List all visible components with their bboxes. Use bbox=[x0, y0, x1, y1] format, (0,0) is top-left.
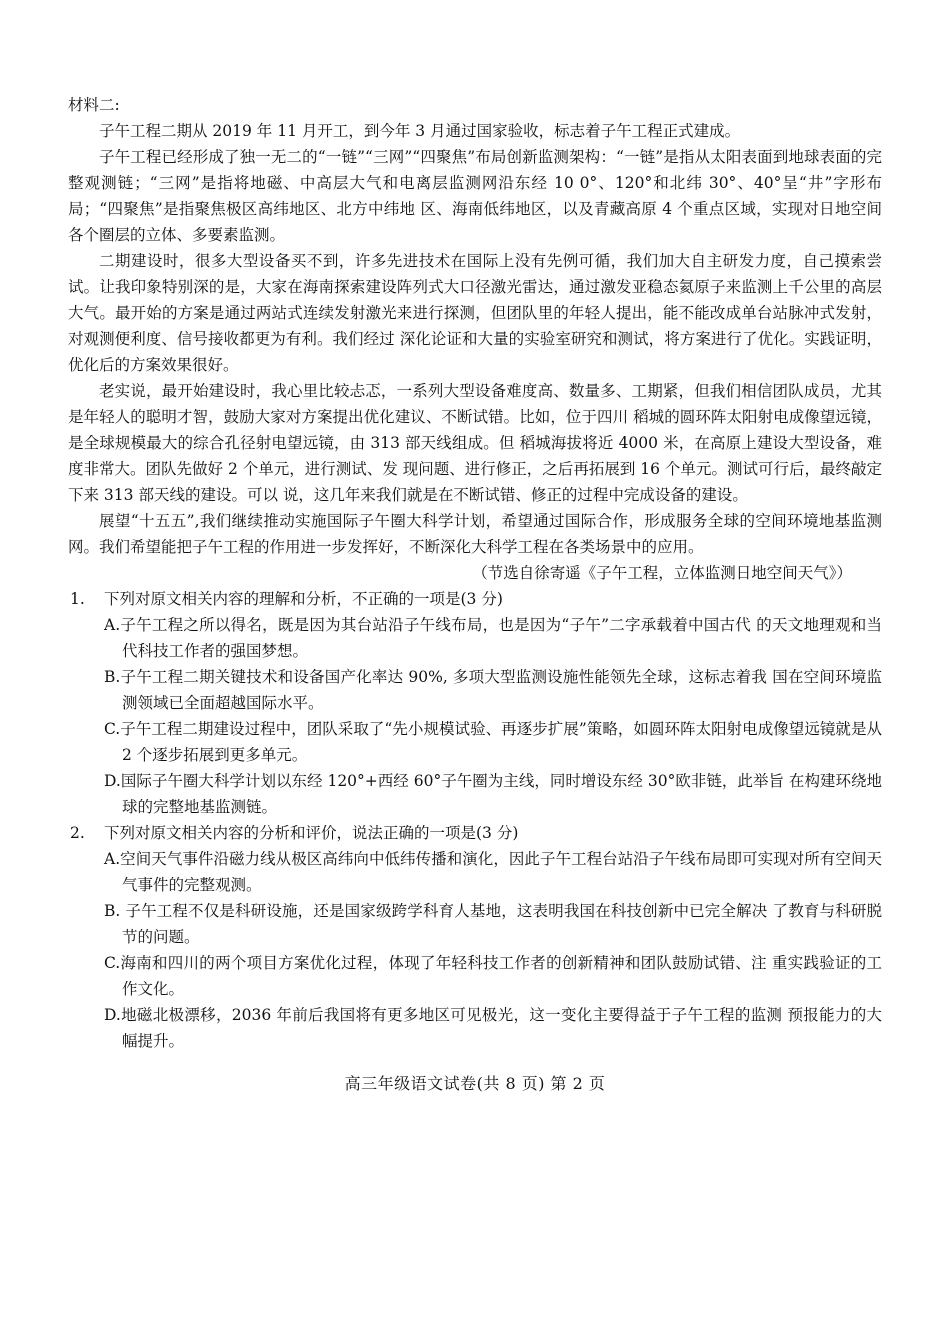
page-footer: 高三年级语文试卷(共 8 页) 第 2 页 bbox=[344, 1074, 606, 1093]
passage-paragraph-3: 二期建设时，很多大型设备买不到，许多先进技术在国际上没有先例可循，我们加大自主研发力度，自己摸索尝试。让我印象特别深的是，大家在海南探索建设阵列式大口径激光雷达，通过激发亚稳态氦原子来监测上千公里的高层大气。最开始的方案是通过两站式连续发射激光来进行探测，但团队里的年轻人提出，能不能改成单台站脉冲式发射，对观测便利度、信号接收都更为有利。我们经过 深化论证和大量的实验室研究和测试，将方案进行了优化。实践证明，优化后的方案效果很好。 bbox=[68, 252, 882, 374]
option-b: B. 子午工程不仅是科研设施，还是国家级跨学科育人基地，这表明我国在科技创新中已完全解决 了教育与科研脱节的问题。 bbox=[104, 902, 882, 946]
question-number: 1. bbox=[70, 590, 85, 608]
question-2 bbox=[68, 820, 882, 1054]
option-c: C.子午工程二期建设过程中，团队采取了“先小规模试验、再逐步扩展”策略，如圆环阵太阳射电成像望远镜就是从 2 个逐步拓展到更多单元。 bbox=[104, 720, 882, 764]
passage-paragraph-5: 展望“十五五”,我们继续推动实施国际子午圈大科学计划，希望通过国际合作，形成服务全球的空间环境地基监测网。我们希望能把子午工程的作用进一步发挥好，不断深化大科学工程在各类场景中的应用。 bbox=[68, 512, 882, 556]
option-c: C.海南和四川的两个项目方案优化过程，体现了年轻科技工作者的创新精神和团队鼓励试错、注 重实践验证的工作文化。 bbox=[104, 954, 882, 998]
option-a: A.空间天气事件沿磁力线从极区高纬向中低纬传播和演化，因此子午工程台站沿子午线布局即可实现对所有空间天气事件的完整观测。 bbox=[104, 850, 882, 894]
option-b: B.子午工程二期关键技术和设备国产化率达 90%, 多项大型监测设施性能领先全球，这标志着我 国在空间环境监测领域已全面超越国际水平。 bbox=[104, 668, 882, 712]
reading-passage bbox=[68, 92, 882, 1054]
option-d: D.地磁北极漂移，2036 年前后我国将有更多地区可见极光，这一变化主要得益于子午工程的监测 预报能力的大幅提升。 bbox=[104, 1006, 882, 1050]
passage-paragraph-4: 老实说，最开始建设时，我心里比较忐忑，一系列大型设备难度高、数量多、工期紧，但我们相信团队成员，尤其是年轻人的聪明才智，鼓励大家对方案提出优化建议、不断试错。比如，位于四川 稻城的圆环阵太阳射电成像望远镜，是全球规模最大的综合孔径射电望远镜，由 313 部天线组成。但 稻城海拔将近 4000 米，在高原上建设大型设备，难度非常大。团队先做好 2 个单元，进行测试、发 现问题、进行修正，之后再拓展到 16 个单元。测试可行后，最终敲定下来 313 部天线的建设。可以 说，这几年来我们就是在不断试错、修正的过程中完成设备的建设。 bbox=[68, 382, 882, 504]
question-number: 2. bbox=[70, 824, 85, 842]
question-stem bbox=[68, 820, 882, 846]
option-d: D.国际子午圈大科学计划以东经 120°+西经 60°子午圈为主线，同时增设东经 30°欧非链，此举旨 在构建环绕地球的完整地基监测链。 bbox=[104, 772, 882, 816]
question-1 bbox=[68, 586, 882, 820]
source-citation: （节选自徐寄遥《子午工程，立体监测日地空间天气》） bbox=[472, 564, 852, 582]
question-text: 下列对原文相关内容的理解和分析，不正确的一项是(3 分) bbox=[104, 590, 503, 608]
question-text: 下列对原文相关内容的分析和评价，说法正确的一项是(3 分) bbox=[104, 824, 519, 842]
question-stem bbox=[68, 586, 882, 612]
passage-paragraph-2: 子午工程已经形成了独一无二的“一链”“三网”“四聚焦”布局创新监测架构：“一链”是指从太阳表面到地球表面的完整观测链；“三网”是指将地磁、中高层大气和电离层监测网沿东经 10 0°、120°和北纬 30°、40°呈“井”字形布局；“四聚焦”是指聚焦极区高纬地区、北方中纬地 区、海南低纬地区，以及青藏高原 4 个重点区域，实现对日地空间各个圈层的立体、多要素监测。 bbox=[68, 148, 882, 244]
material-label: 材料二: bbox=[68, 96, 120, 114]
passage-paragraph-1: 子午工程二期从 2019 年 11 月开工，到今年 3 月通过国家验收，标志着子午工程正式建成。 bbox=[99, 122, 741, 140]
option-a: A.子午工程之所以得名，既是因为其台站沿子午线布局，也是因为“子午”二字承载着中国古代 的天文地理观和当代科技工作者的强国梦想。 bbox=[104, 616, 882, 660]
